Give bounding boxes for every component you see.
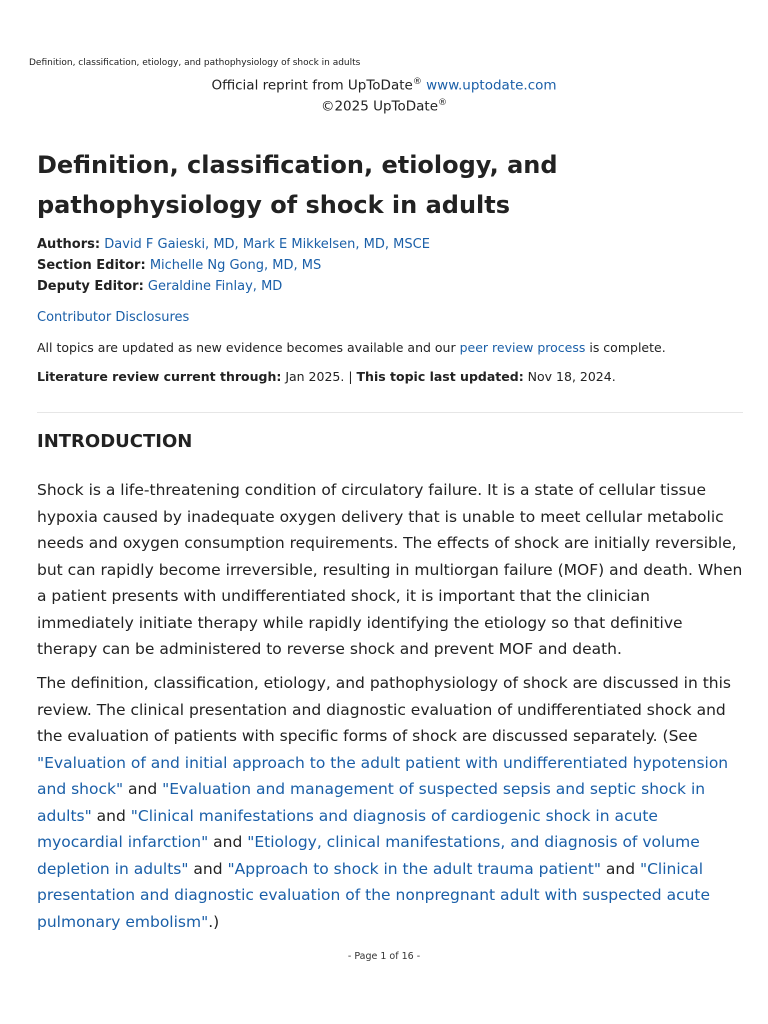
update-text-after: is complete. [585,340,666,355]
reprint-line [0,77,768,94]
topic-link-undifferentiated-shock[interactable]: "Evaluation of and initial approach to the adult patient with undifferentiated hypotension and shock" [37,753,729,798]
topic-link-cardiogenic-shock[interactable]: "Clinical manifestations and diagnosis of cardiogenic shock in acute myocardial infarction" [37,806,658,851]
page-number: - Page 1 of 16 - [347,951,421,962]
conjunction: and [188,859,228,878]
copyright-line [0,98,768,115]
running-title: Definition, classification, etiology, and pathophysiology of shock in adults [29,58,361,68]
conjunction: and [123,780,163,798]
section-editor-row [37,258,321,273]
intro-paragraph-1: Shock is a life-threatening condition of circulatory failure. It is a state of cellular tissue hypoxia caused by inadequate oxygen delivery that is unable to meet cellular metabolic needs and oxygen consumption requirements. The effects of shock are initially reversible, but can rapidly become irreversible, resulting in multiorgan failure (MOF) and death. When a patient presents with undifferentiated shock, it is important that the clinician immediately initiate therapy while rapidly identifying the etiology so that definitive therapy can be administered to reverse shock and prevent MOF and death. [37,481,743,658]
para2-end: .) [208,912,220,931]
section-divider [37,412,743,413]
uptodate-link[interactable]: www.uptodate.com [426,77,557,94]
topic-link-pulmonary-embolism[interactable]: "Clinical presentation and diagnostic evaluation of the nonpregnant adult with suspected acute pulmonary embolism" [37,859,711,931]
reprint-prefix: Official reprint from UpToDate [211,77,413,94]
deputy-editor-row [37,279,282,294]
authors-link[interactable]: David F Gaieski, MD, Mark E Mikkelsen, MD, MSCE [104,237,430,252]
conjunction: and [208,833,248,851]
deputy-editor-link[interactable]: Geraldine Finlay, MD [147,279,283,294]
authors-row [37,237,430,252]
topic-link-sepsis[interactable]: "Evaluation and management of suspected sepsis and septic shock in adults" [37,780,706,825]
conjunction: and [600,859,640,878]
intro-paragraph-2 [37,670,743,935]
conjunction: and [91,806,131,825]
last-updated-value: Nov 18, 2024. [523,369,616,384]
update-text-before: All topics are updated as new evidence becomes available and our [37,340,460,355]
registered-mark: ® [412,77,422,87]
para2-intro: The definition, classification, etiology, and pathophysiology of shock are discussed in this review. The clinical presentation and diagnostic evaluation of undifferentiated shock and the evaluation of patients with specific forms of shock are discussed separately. (See [37,674,732,745]
deputy-editor-label: Deputy Editor: [37,279,144,294]
update-notice [37,340,666,355]
lit-review-label: Literature review current through: [37,369,282,384]
copyright-text: ©2025 UpToDate [320,98,439,115]
contributor-disclosures-link[interactable]: Contributor Disclosures [37,310,190,325]
topic-link-volume-depletion[interactable]: "Etiology, clinical manifestations, and diagnosis of volume depletion in adults" [37,833,700,878]
section-heading: INTRODUCTION [37,431,193,452]
page-title: Definition, classification, etiology, and pathophysiology of shock in adults [37,151,558,219]
last-updated-label: This topic last updated: [356,369,524,384]
lit-review-value: Jan 2025. | [281,369,357,384]
peer-review-link[interactable]: peer review process [459,340,586,355]
section-editor-label: Section Editor: [37,258,146,273]
topic-link-trauma-shock[interactable]: "Approach to shock in the adult trauma patient" [227,859,601,878]
section-editor-link[interactable]: Michelle Ng Gong, MD, MS [149,258,322,273]
literature-review-line [37,369,616,384]
authors-label: Authors: [37,237,101,252]
registered-mark: ® [438,98,448,108]
